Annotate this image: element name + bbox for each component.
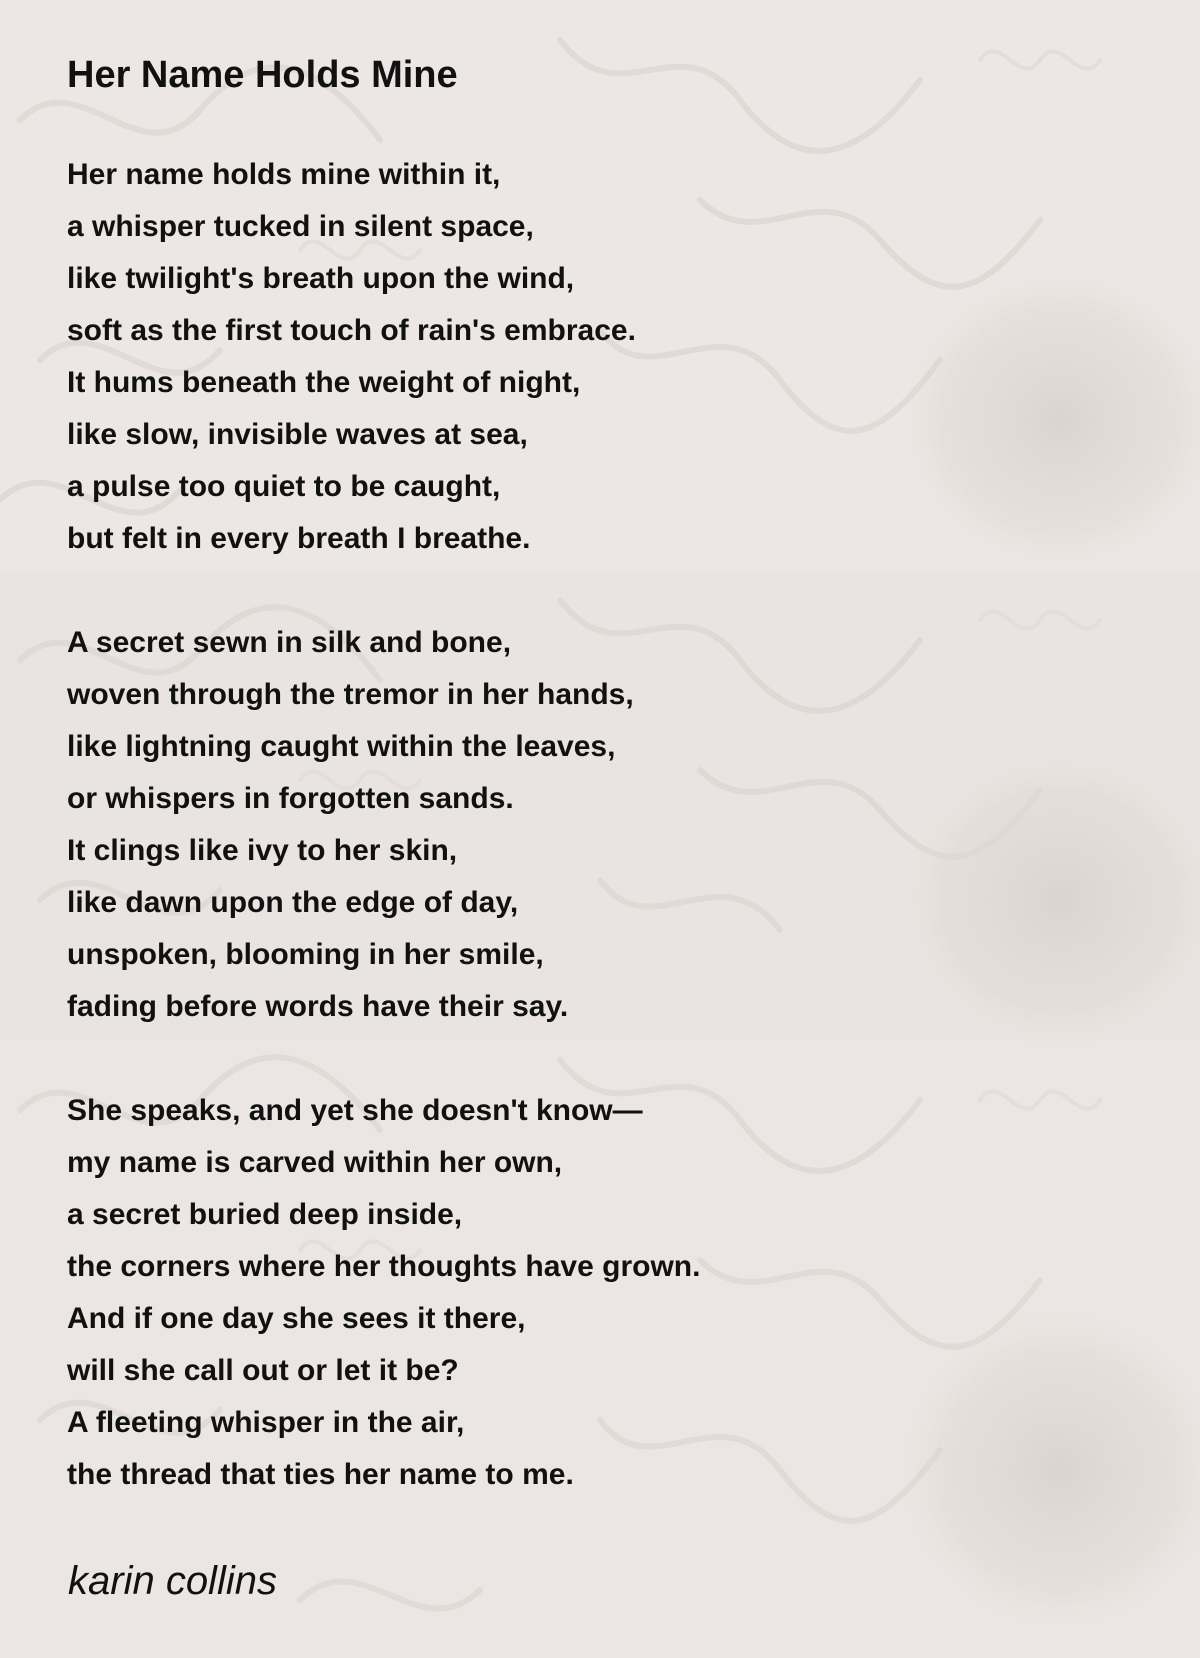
poem-line: like lightning caught within the leaves,: [67, 730, 616, 763]
poem-line: fading before words have their say.: [67, 990, 569, 1023]
poem-line: but felt in every breath I breathe.: [67, 522, 531, 555]
poem-line: the thread that ties her name to me.: [67, 1458, 574, 1491]
stanza-1: [67, 149, 636, 565]
poem-line: like dawn upon the edge of day,: [67, 886, 519, 919]
poem-line: or whispers in forgotten sands.: [67, 782, 514, 815]
poem-line: a secret buried deep inside,: [67, 1198, 463, 1231]
poem-line: It clings like ivy to her skin,: [67, 834, 458, 867]
poem-line: Her name holds mine within it,: [67, 158, 501, 191]
poem-line: A fleeting whisper in the air,: [67, 1406, 465, 1439]
poem-line: like slow, invisible waves at sea,: [67, 418, 528, 451]
poem-line: the corners where her thoughts have grown.: [67, 1250, 701, 1283]
poem-line: A secret sewn in silk and bone,: [67, 626, 512, 659]
poem-line: my name is carved within her own,: [67, 1146, 563, 1179]
poem-line: And if one day she sees it there,: [67, 1302, 526, 1335]
stanza-3: [67, 1085, 700, 1501]
poem-line: woven through the tremor in her hands,: [67, 678, 634, 711]
poem-line: will she call out or let it be?: [67, 1354, 459, 1387]
poem-title: Her Name Holds Mine: [67, 54, 458, 96]
poem-line: a pulse too quiet to be caught,: [67, 470, 501, 503]
poem-line: unspoken, blooming in her smile,: [67, 938, 544, 971]
poem-line: a whisper tucked in silent space,: [67, 210, 534, 243]
poem-line: She speaks, and yet she doesn't know—: [67, 1094, 643, 1127]
poem-line: soft as the first touch of rain's embrace.: [67, 314, 636, 347]
poem-author: karin collins: [68, 1559, 277, 1603]
poem-line: like twilight's breath upon the wind,: [67, 262, 575, 295]
stanza-2: [67, 617, 634, 1033]
poem-line: It hums beneath the weight of night,: [67, 366, 581, 399]
